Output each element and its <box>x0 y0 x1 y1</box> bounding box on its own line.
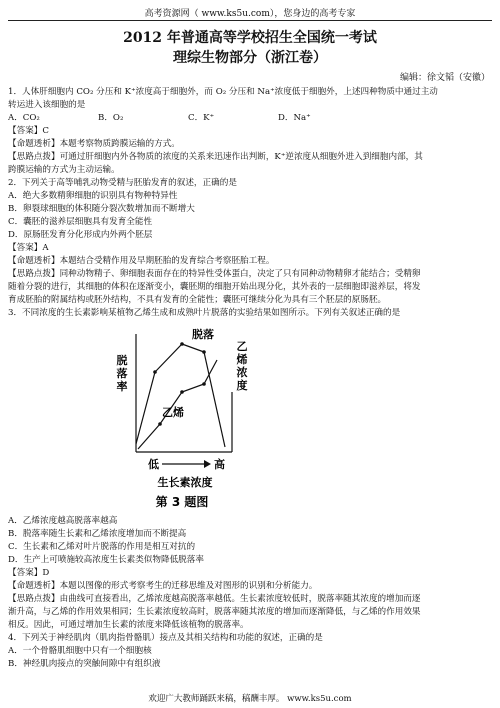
q2-option-d: D．原肠胚发育分化形成内外两个胚层 <box>8 230 153 240</box>
figure-ylabel-right-4: 度 <box>236 379 248 392</box>
figure-ylabel-right-3: 浓 <box>236 366 248 379</box>
q3-stem: 3．不同浓度的生长素影响某植物乙烯生成和成熟叶片脱落的实验结果如图所示。下列有关叙述正确的是 <box>8 308 401 318</box>
q4-stem: 4．下列关于神经肌肉（肌肉指骨骼肌）接点及其相关结构和功能的叙述，正确的是 <box>8 633 323 643</box>
figure-ylabel-left-2: 落 <box>116 367 128 380</box>
q1-analysis: 【命题透析】本题考察物质跨膜运输的方式。 <box>8 139 180 149</box>
q2-analysis: 【命题透析】本题结合受精作用及早期胚胎的发育综合考察胚胎工程。 <box>8 256 275 266</box>
q2-option-c: C．囊胚的滋养层细胞具有发育全能性 <box>8 217 153 227</box>
q2-stem: 2．下列关于高等哺乳动物受精与胚胎发育的叙述，正确的是 <box>8 178 237 188</box>
figure-ylabel-right-1: 乙 <box>236 340 248 353</box>
q1-stem-line2: 转运进入该细胞的是 <box>8 100 86 110</box>
figure-ylabel-left-1: 脱 <box>116 354 128 367</box>
abscission-curve <box>136 344 225 447</box>
exam-subtitle: 理综生物部分（浙江卷） <box>173 50 327 66</box>
exam-title: 2012 年普通高等学校招生全国统一考试 <box>123 30 377 46</box>
abscission-point-2 <box>180 342 184 346</box>
q1-option-c: C．K⁺ <box>188 113 215 123</box>
abscission-point-1 <box>153 370 157 374</box>
ethylene-point-2 <box>180 390 184 394</box>
q1-tip-line1: 【思路点拨】可通过肝细胞内外各物质的浓度的关系来迅速作出判断，K⁺逆浓度从细胞外进入到细胞内部，其 <box>8 152 423 162</box>
q2-answer: 【答案】A <box>8 243 49 253</box>
q3-tip-line3: 相反。因此，可通过增加生长素的浓度来降低该植物的脱落率。 <box>8 620 249 630</box>
x-axis-low-label: 低 <box>148 458 159 471</box>
header-rule <box>8 20 492 21</box>
editor-credit: 编辑：徐文韬（安徽） <box>399 73 490 83</box>
curve-label-abscission: 脱落 <box>192 328 214 341</box>
q3-option-b: B．脱落率随生长素和乙烯浓度增加而不断提高 <box>8 529 187 539</box>
q3-option-d: D．生产上可喷施较高浓度生长素类似物降低脱落率 <box>8 555 204 565</box>
questions-block-1 <box>8 86 494 320</box>
q2-tip-line2: 随着分裂的进行，其细胞的体积在逐渐变小，囊胚期的细胞开始出现分化，其外表的一层细胞即滋养层，将发 <box>8 282 421 292</box>
site-header: 高考资源网（ www.ks5u.com），您身边的高考专家 <box>144 9 356 19</box>
figure-ylabel-left-3: 率 <box>116 380 128 393</box>
q1-option-a: A．CO₂ <box>8 113 40 123</box>
x-axis-arrow-head <box>204 460 211 468</box>
q3-option-a: A．乙烯浓度越高脱落率越高 <box>8 516 118 526</box>
q1-stem-line1: 1．人体肝细胞内 CO₂ 分压和 K⁺浓度高于细胞外，而 O₂ 分压和 Na⁺浓度低于细胞外，上述四种物质中通过主动 <box>8 87 438 97</box>
figure-ylabel-right-2: 烯 <box>236 353 248 366</box>
q2-option-b: B．卵裂球细胞的体积随分裂次数增加而不断增大 <box>8 204 195 214</box>
page-footer: 欢迎广大教师踊跃来稿，稿酬丰厚。 www.ks5u.com <box>148 694 352 704</box>
q1-option-b: B．O₂ <box>98 113 124 123</box>
x-axis-title: 生长素浓度 <box>157 476 213 489</box>
q3-tip-line2: 渐升高，与乙烯的作用效果相同；生长素浓度较高时，脱落率随其浓度的增加而逐渐降低，与乙烯的作用效果 <box>8 607 421 617</box>
q2-tip-line1: 【思路点拨】同种动物精子、卵细胞表面存在的特异性受体蛋白，决定了只有同种动物精卵才能结合；受精卵 <box>8 269 421 279</box>
q1-tip-line2: 跨膜运输的方式为主动运输。 <box>8 165 120 175</box>
q3-option-c: C．生长素和乙烯对叶片脱落的作用是相互对抗的 <box>8 542 196 552</box>
ethylene-point-3 <box>202 382 206 386</box>
q3-answer: 【答案】D <box>8 568 50 578</box>
ethylene-curve <box>138 360 217 449</box>
figure-caption: 第 3 题图 <box>155 495 209 509</box>
q4-option-b: B．神经肌肉接点的突触间隙中有组织液 <box>8 659 161 669</box>
q3-figure <box>110 324 260 514</box>
q1-option-d: D．Na⁺ <box>278 113 311 123</box>
q1-answer: 【答案】C <box>8 126 49 136</box>
curve-label-ethylene: 乙烯 <box>162 406 184 419</box>
q2-tip-line3: 育成胚胎的附属结构或胚外结构，不具有发育的全能性；囊胚可继续分化为具有三个胚层的原肠胚。 <box>8 295 387 305</box>
abscission-point-3 <box>202 350 206 354</box>
q4-option-a: A．一个骨骼肌细胞中只有一个细胞核 <box>8 646 152 656</box>
q3-analysis: 【命题透析】本题以图像的形式考察考生的迁移思维及对图形的识别和分析能力。 <box>8 581 318 591</box>
questions-block-2 <box>8 515 494 671</box>
q3-tip-line1: 【思路点拨】由曲线可直接看出，乙烯浓度越高脱落率越低。生长素浓度较低时，脱落率随其浓度的增加而逐 <box>8 594 421 604</box>
ethylene-point-1 <box>158 422 162 426</box>
q1-options <box>8 112 494 125</box>
q2-option-a: A．绝大多数精卵细胞的识别具有物种特异性 <box>8 191 178 201</box>
x-axis-high-label: 高 <box>214 458 225 471</box>
